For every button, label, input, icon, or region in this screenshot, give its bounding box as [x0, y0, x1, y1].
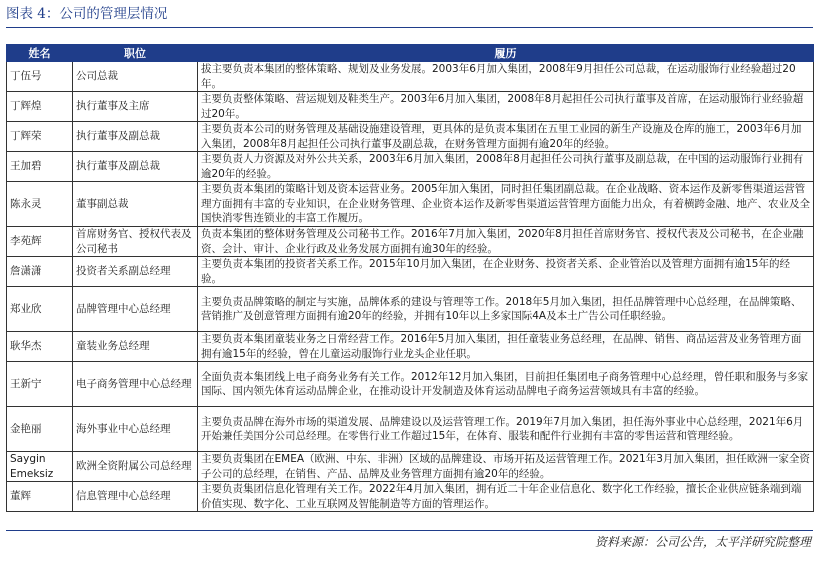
- resume-cell: 主要负责品牌在海外市场的渠道发展、品牌建设以及运营管理工作。2019年7月加入集团，担任海外事业中心总经理，2021年6月开始兼任美国分公司总经理。在零售行业工作超过15年，在体育、服装和配件行业拥有丰富的零售运营和管理经验。: [198, 407, 814, 452]
- name-cell: 董辉: [7, 482, 73, 512]
- table-row: [7, 332, 814, 362]
- position-cell: 欧洲全资附属公司总经理: [73, 452, 198, 482]
- table-row: [7, 482, 814, 512]
- name-cell: 王新宁: [7, 362, 73, 407]
- header-name: 姓名: [7, 45, 73, 62]
- title-divider: [6, 27, 813, 28]
- position-cell: 童装业务总经理: [73, 332, 198, 362]
- name-cell: 耿华杰: [7, 332, 73, 362]
- table-row: [7, 182, 814, 227]
- resume-cell: 全面负责本集团线上电子商务业务有关工作。2012年12月加入集团，目前担任集团电子商务管理中心总经理，曾任职和服务与多家国际、国内领先体育运动品牌企业，在推动设计开发制造及体育运动品牌电子商务运营领域具有丰富的经验。: [198, 362, 814, 407]
- name-cell: 陈永灵: [7, 182, 73, 227]
- header-position: 职位: [73, 45, 198, 62]
- table-row: [7, 62, 814, 92]
- position-cell: 董事副总裁: [73, 182, 198, 227]
- resume-cell: 主要负责品牌策略的制定与实施，品牌体系的建设与管理等工作。2018年5月加入集团，担任品牌管理中心总经理，在品牌策略、营销推广及创意管理方面拥有逾20年的经验，并拥有10年以上多家国际4A及本土广告公司任职经验。: [198, 287, 814, 332]
- bottom-divider: [6, 530, 813, 531]
- resume-cell: 拔主要负责本集团的整体策略、规划及业务发展。2003年6月加入集团，2008年9月担任公司总裁，在运动服饰行业经验超过20年。: [198, 62, 814, 92]
- position-cell: 公司总裁: [73, 62, 198, 92]
- name-cell: 李苑辉: [7, 227, 73, 257]
- table-header-row: [7, 45, 814, 62]
- table-row: [7, 152, 814, 182]
- position-cell: 执行董事及副总裁: [73, 122, 198, 152]
- position-cell: 首席财务官、授权代表及公司秘书: [73, 227, 198, 257]
- name-cell: 丁辉荣: [7, 122, 73, 152]
- position-cell: 执行董事及副总裁: [73, 152, 198, 182]
- figure-title: 图表 4：公司的管理层情况: [6, 6, 168, 22]
- name-cell: Saygin Emeksiz: [7, 452, 73, 482]
- name-cell: 丁辉煌: [7, 92, 73, 122]
- resume-cell: 主要负责本集团的策略计划及资本运营业务。2005年加入集团，同时担任集团副总裁。在企业战略、资本运作及新零售渠道运营管理方面拥有丰富的专业知识，在企业财务管理、企业资本运作及新零售渠道运营管理方面能力出众，有着横跨金融、地产、农业及全国快消零售连锁业的丰富工作履历。: [198, 182, 814, 227]
- header-resume: 履历: [198, 45, 814, 62]
- name-cell: 丁伍号: [7, 62, 73, 92]
- resume-cell: 主要负责人力资源及对外公共关系，2003年6月加入集团，2008年8月起担任公司执行董事及副总裁，在中国的运动服饰行业拥有逾20年的经验。: [198, 152, 814, 182]
- name-cell: 王加碧: [7, 152, 73, 182]
- resume-cell: 主要负责本公司的财务管理及基础设施建设管理，更具体的是负责本集团在五里工业园的新生产设施及仓库的施工，2003年6月加入集团，2008年8月起担任公司执行董事及副总裁，在财务管理方面拥有逾20年的经验。: [198, 122, 814, 152]
- resume-cell: 主要负责本集团童装业务之日常经营工作。2016年5月加入集团，担任童装业务总经理，在品牌、销售、商品运营及业务管理方面拥有逾15年的经验，曾在儿童运动服饰行业龙头企业任职。: [198, 332, 814, 362]
- name-cell: 金艳丽: [7, 407, 73, 452]
- table-row: [7, 362, 814, 407]
- position-cell: 执行董事及主席: [73, 92, 198, 122]
- management-table: [6, 44, 814, 512]
- name-cell: 詹潇潇: [7, 257, 73, 287]
- source-note: 资料来源：公司公告，太平洋研究院整理: [594, 535, 811, 549]
- position-cell: 品牌管理中心总经理: [73, 287, 198, 332]
- position-cell: 信息管理中心总经理: [73, 482, 198, 512]
- position-cell: 海外事业中心总经理: [73, 407, 198, 452]
- table-row: [7, 227, 814, 257]
- table-row: [7, 92, 814, 122]
- resume-cell: 主要负责集团在EMEA（欧洲、中东、非洲）区域的品牌建设、市场开拓及运营管理工作。2021年3月加入集团，担任欧洲一家全资子公司的总经理，在销售、产品、品牌及业务管理方面拥有逾20年的经验。: [198, 452, 814, 482]
- position-cell: 投资者关系副总经理: [73, 257, 198, 287]
- table-row: [7, 122, 814, 152]
- table-row: [7, 407, 814, 452]
- table-row: [7, 287, 814, 332]
- table-row: [7, 257, 814, 287]
- resume-cell: 主要负责整体策略、营运规划及鞋类生产。2003年6月加入集团，2008年8月起担任公司执行董事及首席，在运动服饰行业经验超过20年。: [198, 92, 814, 122]
- position-cell: 电子商务管理中心总经理: [73, 362, 198, 407]
- resume-cell: 负责本集团的整体财务管理及公司秘书工作。2016年7月加入集团，2020年8月担任首席财务官、授权代表及公司秘书，在企业融资、会计、审计、企业行政及业务发展方面拥有逾30年的经验。: [198, 227, 814, 257]
- resume-cell: 主要负责集团信息化管理有关工作。2022年4月加入集团，拥有近二十年企业信息化、数字化工作经验，擅长企业供应链条端到端价值实现、数字化、工业互联网及智能制造等方面的管理运作。: [198, 482, 814, 512]
- table-row: [7, 452, 814, 482]
- resume-cell: 主要负责本集团的投资者关系工作。2015年10月加入集团，在企业财务、投资者关系、企业管治以及管理方面拥有逾15年的经验。: [198, 257, 814, 287]
- name-cell: 郑业欣: [7, 287, 73, 332]
